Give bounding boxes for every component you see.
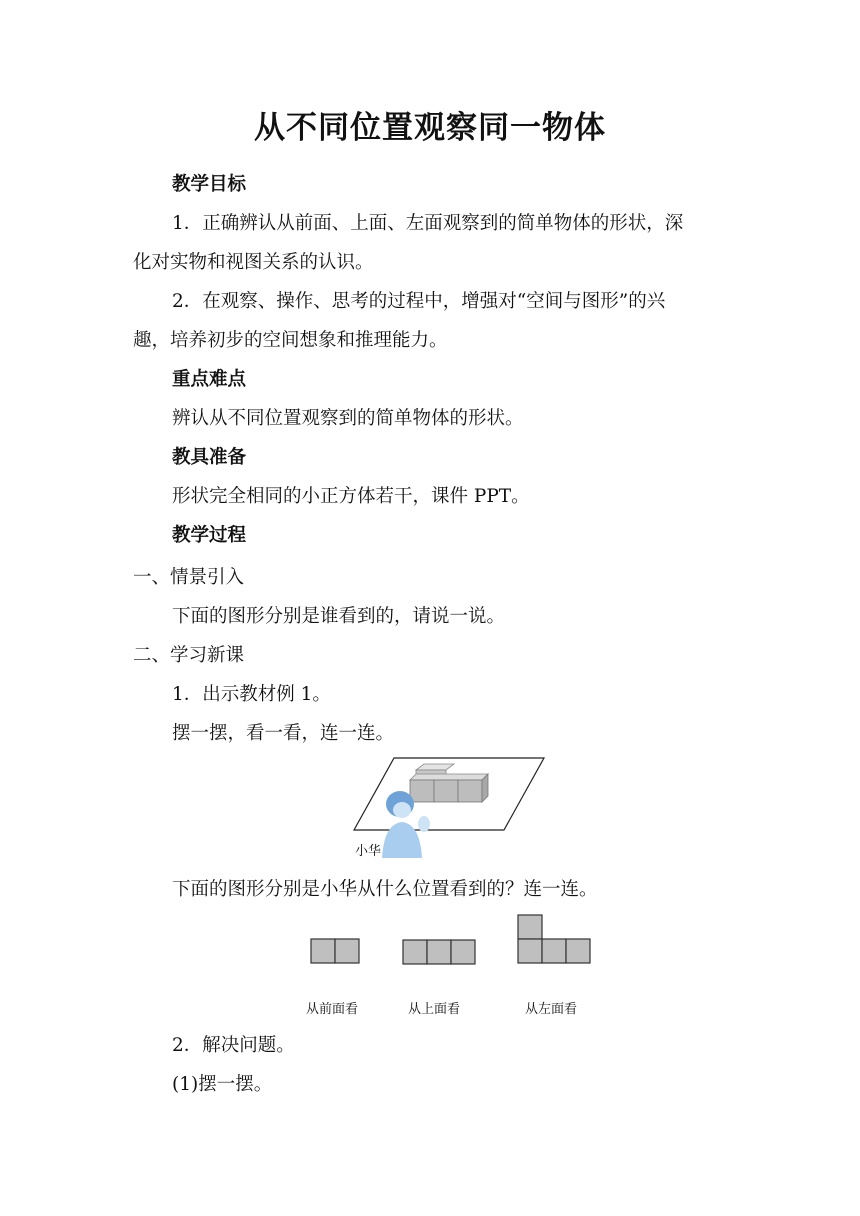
goal-1-line-1: 1．正确辨认从前面、上面、左面观察到的简单物体的形状，深 xyxy=(172,213,684,234)
heading-process: 教学过程 xyxy=(172,525,247,546)
heading-key-points: 重点难点 xyxy=(172,369,247,390)
heading-tools: 教具准备 xyxy=(172,447,247,468)
view-shape-three-squares xyxy=(402,939,478,967)
cube-scene-figure xyxy=(352,752,548,860)
page-title: 从不同位置观察同一物体 xyxy=(254,110,606,146)
cube-1 xyxy=(410,780,434,802)
step-1: 1．出示教材例 1。 xyxy=(172,684,331,705)
part-1-text: 下面的图形分别是谁看到的，请说一说。 xyxy=(172,606,506,627)
view-shape-two-squares xyxy=(310,938,362,966)
figure-caption: 小华 xyxy=(355,844,382,859)
goal-1-line-2: 化对实物和视图关系的认识。 xyxy=(133,252,374,273)
view-label-front: 从前面看 xyxy=(306,1002,359,1017)
cube-2 xyxy=(434,780,458,802)
heading-goals: 教学目标 xyxy=(172,174,247,195)
step-1-text: 摆一摆，看一看，连一连。 xyxy=(172,723,395,744)
cube-row-top xyxy=(410,774,488,780)
goal-2-line-1: 2．在观察、操作、思考的过程中，增强对“空间与图形”的兴 xyxy=(172,291,666,312)
cube-top-face xyxy=(416,764,454,770)
view-label-top: 从上面看 xyxy=(408,1002,461,1017)
goal-2-line-2: 趣，培养初步的空间想象和推理能力。 xyxy=(133,330,448,351)
step-2-sub: (1)摆一摆。 xyxy=(172,1074,273,1095)
view-label-left: 从左面看 xyxy=(525,1002,578,1017)
question-text: 下面的图形分别是小华从什么位置看到的？连一连。 xyxy=(172,879,598,900)
part-1-heading: 一、情景引入 xyxy=(133,567,245,588)
tools-text: 形状完全相同的小正方体若干，课件 PPT。 xyxy=(172,486,530,507)
view-shape-l-shape xyxy=(517,914,593,966)
part-2-heading: 二、学习新课 xyxy=(133,645,245,666)
cube-3 xyxy=(458,780,482,802)
step-2: 2．解决问题。 xyxy=(172,1035,295,1056)
key-points-text: 辨认从不同位置观察到的简单物体的形状。 xyxy=(172,408,524,429)
